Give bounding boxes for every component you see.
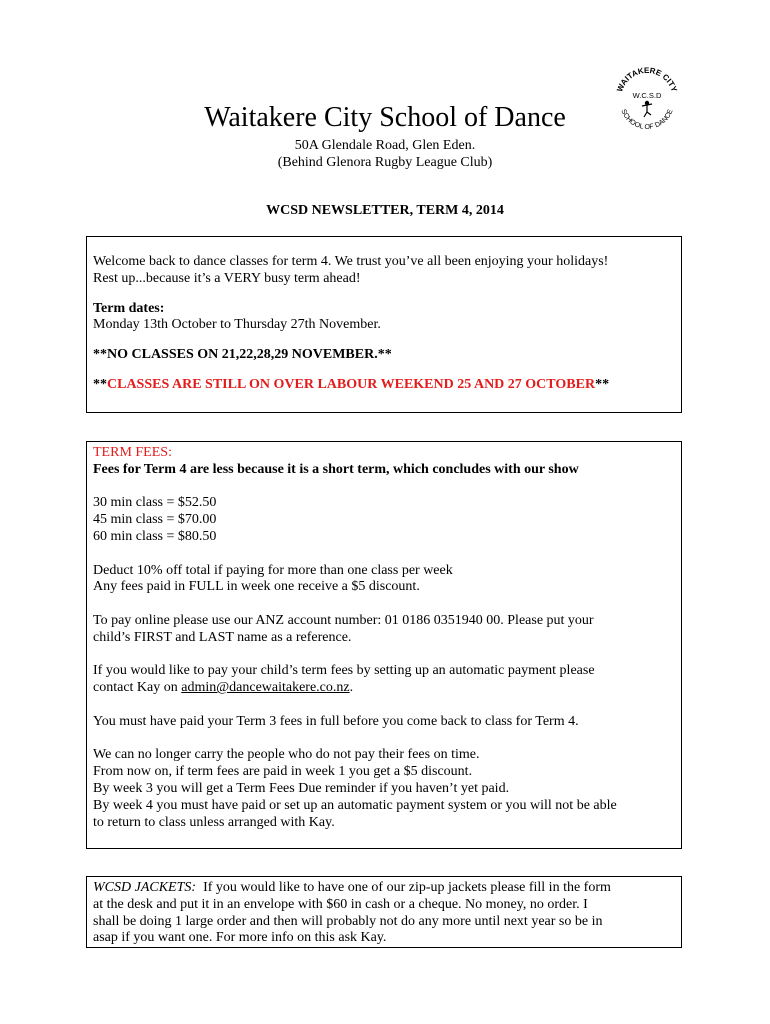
logo-middle-text: W.C.S.D bbox=[632, 91, 662, 100]
policy-line-2: From now on, if term fees are paid in week 1 you get a $5 discount. bbox=[93, 764, 473, 780]
no-classes-notice: **NO CLASSES ON 21,22,28,29 NOVEMBER.** bbox=[93, 347, 392, 363]
newsletter-title: WCSD NEWSLETTER, TERM 4, 2014 bbox=[266, 203, 504, 218]
online-payment-line-2: child’s FIRST and LAST name as a reference. bbox=[93, 629, 352, 645]
jackets-label: WCSD JACKETS: bbox=[93, 880, 197, 895]
school-address bbox=[0, 137, 770, 171]
contact-suffix: . bbox=[349, 680, 354, 696]
term-fees-heading: TERM FEES: bbox=[93, 445, 172, 460]
address-line-1: 50A Glendale Road, Glen Eden. bbox=[294, 138, 476, 153]
jackets-line-1 bbox=[93, 880, 675, 897]
term-3-fees-line: You must have paid your Term 3 fees in full before you come back to class for Term 4. bbox=[93, 713, 579, 729]
jackets-line-3: shall be doing 1 large order and then will probably not do any more until next year so be in bbox=[93, 913, 603, 929]
term-dates-heading: Term dates: bbox=[93, 300, 165, 316]
policy-line-5: to return to class unless arranged with Kay. bbox=[93, 814, 335, 830]
term-dates: Monday 13th October to Thursday 27th November. bbox=[93, 317, 381, 333]
automatic-payment-line-1: If you would like to pay your child’s term fees by setting up an automatic payment please bbox=[93, 663, 595, 679]
school-title: Waitakere City School of Dance bbox=[204, 102, 566, 133]
labour-suffix: ** bbox=[595, 376, 610, 392]
policy-line-3: By week 3 you will get a Term Fees Due reminder if you haven’t yet paid. bbox=[93, 780, 510, 796]
welcome-line-1: Welcome back to dance classes for term 4. We trust you’ve all been enjoying your holidays! bbox=[93, 254, 609, 269]
online-payment-line-1: To pay online please use our ANZ account number: 01 0186 0351940 00. Please put your bbox=[93, 612, 594, 628]
address-line-2: (Behind Glenora Rugby League Club) bbox=[277, 155, 493, 170]
jackets-line-4: asap if you want one. For more info on this ask Kay. bbox=[93, 930, 387, 946]
labour-weekend-notice bbox=[93, 377, 675, 394]
welcome-line-2: Rest up...because it’s a VERY busy term ahead! bbox=[93, 270, 361, 286]
jackets-box bbox=[86, 876, 682, 948]
discount-line-1: Deduct 10% off total if paying for more than one class per week bbox=[93, 562, 453, 578]
policy-line-1: We can no longer carry the people who do not pay their fees on time. bbox=[93, 747, 480, 763]
logo-top-text: WAITAKERE CITY bbox=[615, 66, 679, 94]
welcome-box bbox=[86, 236, 682, 413]
term-fees-box bbox=[86, 441, 682, 849]
logo-bottom-text: SCHOOL OF DANCE bbox=[619, 108, 675, 132]
price-30-min: 30 min class = $52.50 bbox=[93, 495, 217, 511]
contact-prefix: contact Kay on bbox=[93, 680, 182, 696]
policy-line-4: By week 4 you must have paid or set up an automatic payment system or you will not be able bbox=[93, 797, 617, 813]
term-fees-subheading: Fees for Term 4 are less because it is a short term, which concludes with our show bbox=[93, 461, 579, 477]
jackets-line-1-text: If you would like to have one of our zip-up jackets please fill in the form bbox=[196, 880, 611, 895]
email-link[interactable]: admin@dancewaitakere.co.nz bbox=[181, 680, 350, 696]
price-60-min: 60 min class = $80.50 bbox=[93, 528, 217, 544]
price-45-min: 45 min class = $70.00 bbox=[93, 512, 217, 528]
labour-weekend-text: CLASSES ARE STILL ON OVER LABOUR WEEKEND 25 AND 27 OCTOBER bbox=[107, 376, 596, 392]
discount-line-2: Any fees paid in FULL in week one receive a $5 discount. bbox=[93, 579, 420, 595]
labour-prefix: ** bbox=[93, 376, 107, 392]
automatic-payment-line-2 bbox=[93, 680, 675, 697]
jackets-line-2: at the desk and put it in an envelope with $60 in cash or a cheque. No money, no order. I bbox=[93, 896, 588, 912]
